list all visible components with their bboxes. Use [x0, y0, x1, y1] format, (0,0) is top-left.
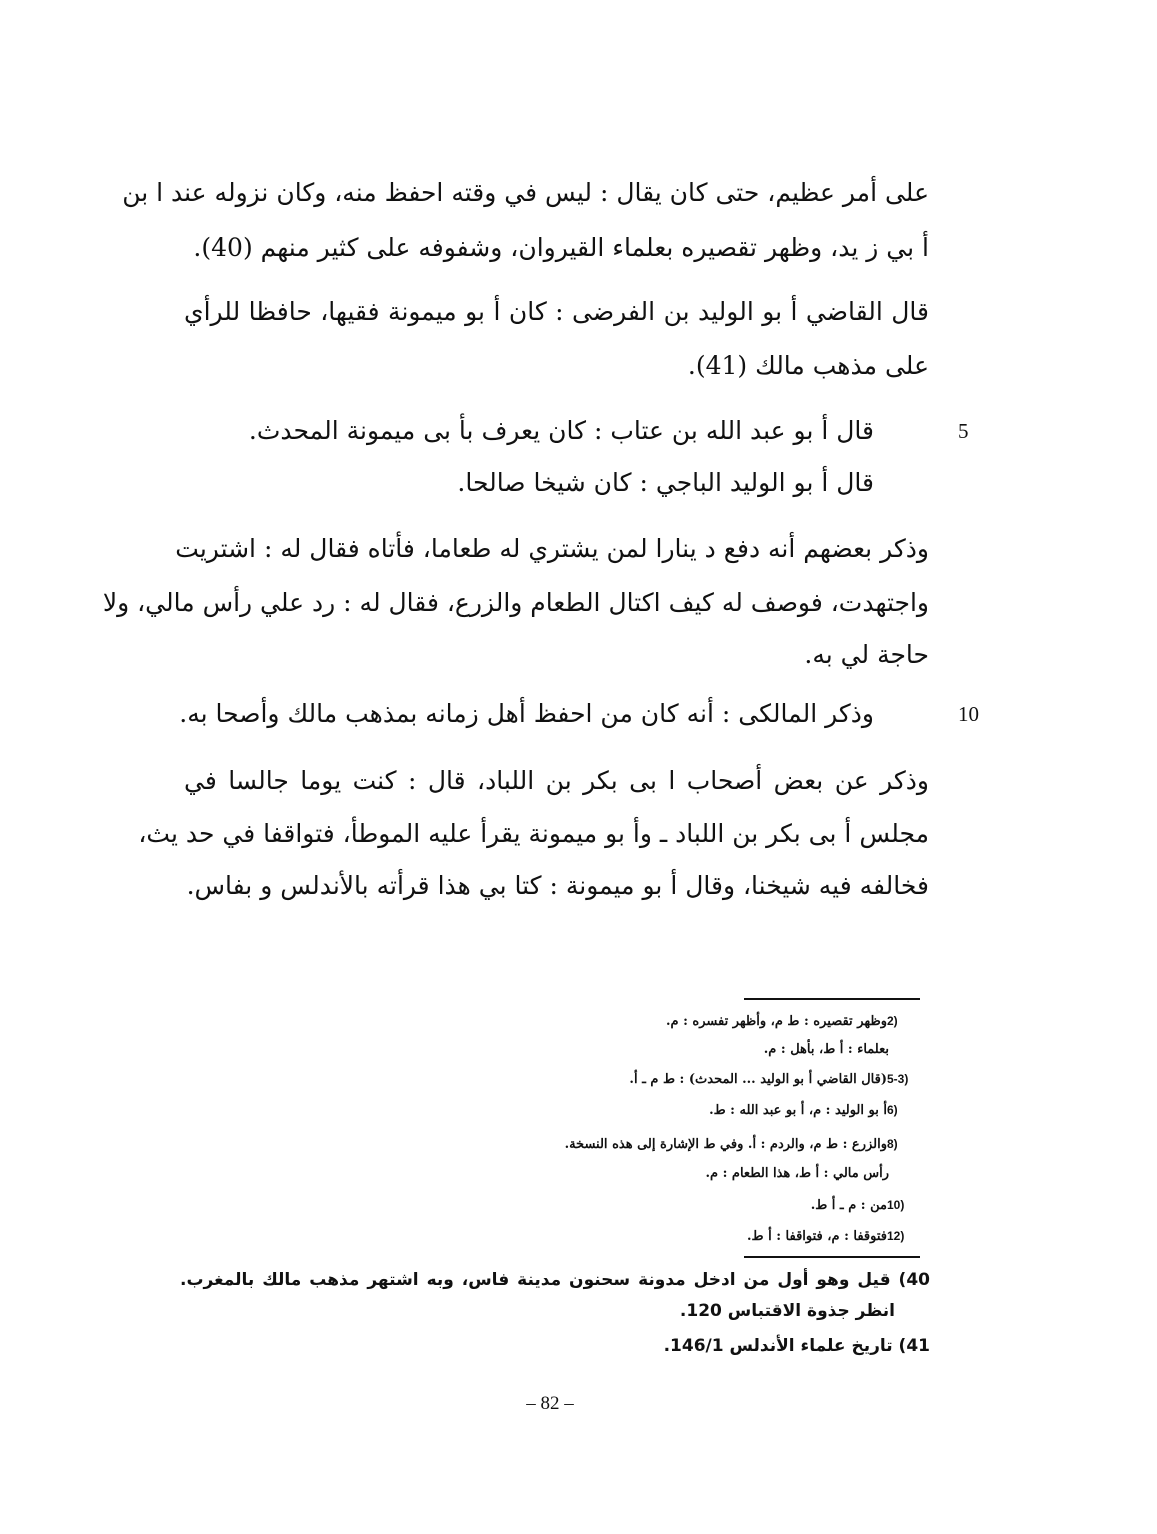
- apparatus-rule: [744, 998, 920, 1000]
- variant-number: 8): [887, 1137, 898, 1151]
- body-line-10: وذكر المالكى : أنه كان من احفظ أهل زمانه بمذهب مالك وأصحا به.: [179, 699, 874, 728]
- body-line-12: مجلس أ بى بكر بن اللباد ـ وأ بو ميمونة يقرأ عليه الموطأ، فتواقفا في حد يث،: [138, 819, 929, 848]
- footnote-rule: [744, 1256, 920, 1258]
- variant-text: فتوقفا : م، فتواقفا : أ ط.: [747, 1229, 887, 1244]
- variant-text: (قال القاضي أ بو الوليد ... المحدث) : ط م ـ أ.: [629, 1072, 887, 1087]
- body-line-11: وذكر عن بعض أصحاب ا بى بكر بن اللباد، قال : كنت يوما جالسا في: [184, 766, 929, 795]
- variant-number: 12): [887, 1229, 905, 1243]
- body-line-8: واجتهدت، فوصف له كيف اكتال الطعام والزرع، فقال له : رد علي رأس مالي، ولا: [102, 588, 929, 617]
- variant-number: 2): [887, 1014, 898, 1028]
- footnote-40-continued: انظر جذوة الاقتباس 120.: [679, 1301, 895, 1321]
- variant-note: رأس مالي : أ ط، هذا الطعام : م.: [705, 1166, 889, 1181]
- variant-text: وظهر تقصيره : ط م، وأظهر تفسره : م.: [666, 1014, 887, 1029]
- footnote-41: 41) تاريخ علماء الأندلس 146/1.: [663, 1336, 930, 1356]
- body-line-5: قال أ بو عبد الله بن عتاب : كان يعرف بأ بى ميمونة المحدث.: [248, 416, 874, 445]
- variant-text: من : م ـ أ ط.: [810, 1198, 887, 1213]
- body-line-9: حاجة لي به.: [804, 640, 929, 669]
- body-line-13: فخالفه فيه شيخنا، وقال أ بو ميمونة : كتا بي هذا قرأته بالأندلس و بفاس.: [186, 871, 929, 900]
- footnote-40: 40) قيل وهو أول من ادخل مدونة سحنون مدينة فاس، وبه اشتهر مذهب مالك بالمغرب.: [180, 1270, 930, 1290]
- line-number-5: 5: [958, 419, 969, 443]
- body-line-2: أ بي ز يد، وظهر تقصيره بعلماء القيروان، وشفوفه على كثير منهم (40).: [193, 233, 929, 262]
- variant-number: 10): [887, 1198, 905, 1212]
- variant-note: بعلماء : أ ط، بأهل : م.: [763, 1042, 889, 1057]
- variant-note: [565, 1134, 921, 1155]
- variant-note: [811, 1195, 921, 1216]
- body-line-7: وذكر بعضهم أنه دفع د ينارا لمن يشتري له طعاما، فأتاه فقال له : اشتريت: [175, 534, 929, 563]
- variant-number: 5-3): [887, 1072, 909, 1086]
- body-line-1: على أمر عظيم، حتى كان يقال : ليس في وقته احفظ منه، وكان نزوله عند ا بن: [122, 178, 929, 207]
- variant-note: [666, 1011, 921, 1032]
- body-line-4: على مذهب مالك (41).: [687, 351, 929, 380]
- page-number: – 82 –: [526, 1393, 574, 1414]
- variant-note: [709, 1100, 921, 1121]
- line-number-10: 10: [958, 702, 979, 726]
- variant-text: أ بو الوليد : م، أ بو عبد الله : ط.: [709, 1103, 887, 1118]
- body-line-3: قال القاضي أ بو الوليد بن الفرضى : كان أ بو ميمونة فقيها، حافظا للرأي: [184, 297, 929, 326]
- variant-note: [629, 1069, 921, 1090]
- variant-number: 6): [887, 1103, 898, 1117]
- variant-text: والزرع : ط م، والردم : أ. وفي ط الإشارة إلى هذه النسخة.: [564, 1137, 887, 1152]
- body-line-6: قال أ بو الوليد الباجي : كان شيخا صالحا.: [457, 468, 874, 497]
- variant-note: [747, 1226, 921, 1247]
